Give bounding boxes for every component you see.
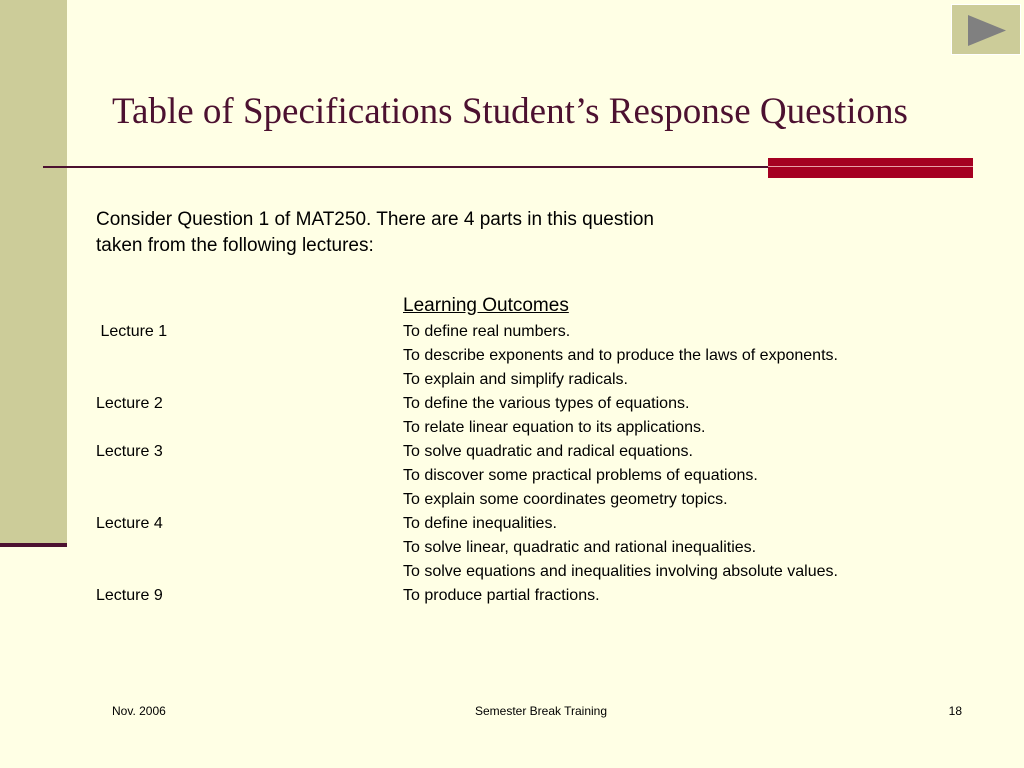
- left-decorative-rule: [0, 543, 67, 547]
- play-triangle-icon: [952, 5, 1022, 56]
- title-accent-bar: [768, 158, 973, 178]
- footer-title: Semester Break Training: [474, 704, 608, 718]
- next-slide-button[interactable]: [951, 4, 1021, 55]
- outcome-item: To discover some practical problems of equations.: [403, 467, 758, 484]
- lecture-label: Lecture 4: [96, 515, 163, 532]
- intro-line-2: taken from the following lectures:: [96, 235, 374, 256]
- learning-outcomes-heading: Learning Outcomes: [403, 295, 569, 316]
- title-accent-stripe: [768, 166, 973, 167]
- lecture-label: Lecture 3: [96, 443, 163, 460]
- outcome-item: To solve linear, quadratic and rational inequalities.: [403, 539, 757, 556]
- lecture-label: Lecture 2: [96, 395, 163, 412]
- outcome-item: To produce partial fractions.: [403, 587, 600, 604]
- outcome-item: To define real numbers.: [403, 323, 571, 340]
- footer-date: Nov. 2006: [112, 704, 166, 718]
- slide-title: Table of Specifications Student’s Response Questions: [112, 91, 908, 132]
- outcome-item: To relate linear equation to its applications.: [403, 419, 706, 436]
- outcome-item: To solve quadratic and radical equations.: [403, 443, 693, 460]
- lecture-label: Lecture 1: [96, 323, 168, 340]
- outcome-item: To solve equations and inequalities involving absolute values.: [403, 563, 838, 580]
- outcome-item: To explain and simplify radicals.: [403, 371, 628, 388]
- intro-paragraph: [96, 207, 796, 259]
- outcome-item: To explain some coordinates geometry topics.: [403, 491, 728, 508]
- outcome-item: To define inequalities.: [403, 515, 557, 532]
- outcome-item: To define the various types of equations.: [403, 395, 690, 412]
- outcome-item: To describe exponents and to produce the laws of exponents.: [403, 347, 838, 364]
- lecture-label: Lecture 9: [96, 587, 163, 604]
- intro-line-1: Consider Question 1 of MAT250. There are 4 parts in this question: [96, 209, 654, 230]
- left-decorative-band: [0, 0, 67, 545]
- page-number: 18: [948, 704, 962, 718]
